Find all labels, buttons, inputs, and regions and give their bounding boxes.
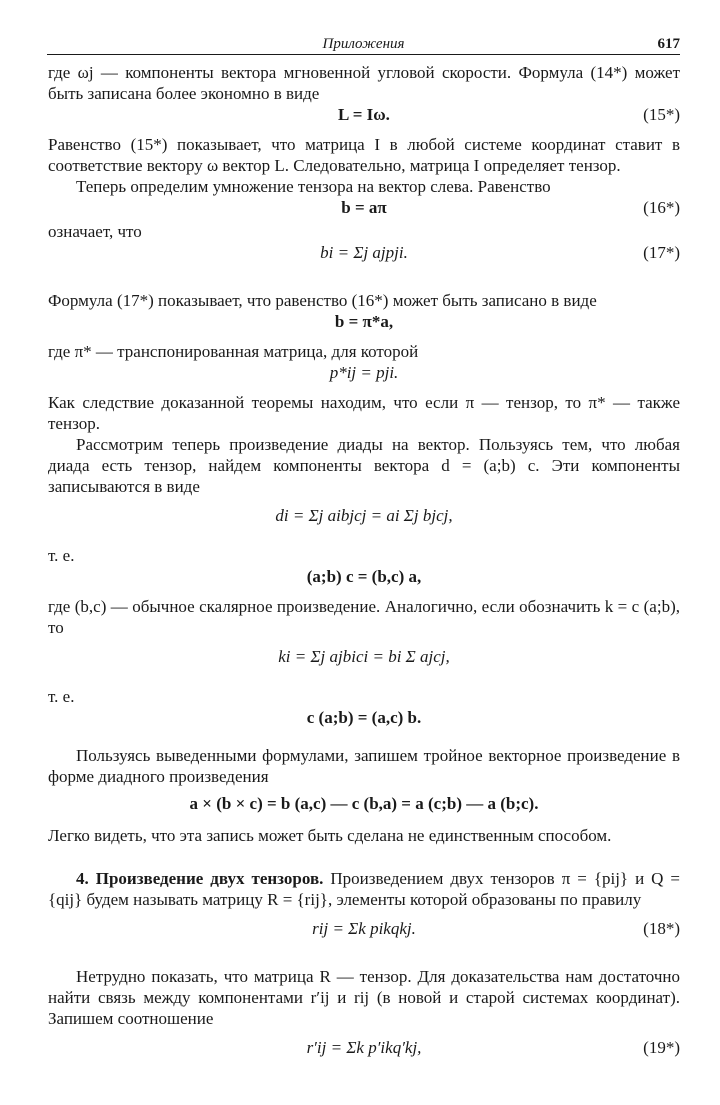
equation-number: (19*) — [643, 1038, 680, 1057]
equation-formula: a × (b × c) = b (a,c) — c (b,a) = a (c;b) — a (b;c). — [189, 794, 539, 813]
paragraph — [48, 868, 680, 910]
equation-formula: b = π*a, — [334, 312, 394, 331]
equation-number: (15*) — [643, 105, 680, 124]
paragraph: означает, что — [48, 222, 142, 241]
equation-formula: p*ij = pji. — [329, 363, 399, 382]
running-header — [47, 32, 680, 55]
paragraph: где π* — транспонированная матрица, для которой — [48, 342, 419, 361]
equation-formula: ki = Σj ajbici = bi Σ ajcj, — [278, 647, 450, 666]
paragraph: Нетрудно показать, что матрица R — тензор. Для доказательства нам достаточно найти связь между компонентами r′ij и rij (в новой и старой системах координат). Запишем соотношение — [48, 967, 680, 1028]
paragraph: Как следствие доказанной теоремы находим, что если π — тензор, то π* — также тензор. — [48, 393, 680, 433]
paragraph: где (b,c) — обычное скалярное произведение. Аналогично, если обозначить k = c (a;b), то — [48, 597, 680, 637]
equation-number: (18*) — [643, 919, 680, 938]
equation-15 — [48, 104, 680, 128]
equation-number: (16*) — [643, 198, 680, 217]
section-heading: 4. Произведение двух тензоров. — [76, 869, 324, 888]
paragraph: Пользуясь выведенными формулами, запишем тройное векторное произведение в форме диадного произведения — [48, 746, 680, 786]
paragraph: где ωj — компоненты вектора мгновенной угловой скорости. Формула (14*) может быть записана более экономно в виде — [48, 63, 680, 103]
running-header-title: Приложения — [322, 36, 405, 52]
equation-triple — [48, 793, 680, 817]
equation-b — [48, 311, 680, 335]
page-number: 617 — [657, 36, 680, 52]
equation-19 — [48, 1037, 680, 1077]
equation-formula: r′ij = Σk p′ikq′kj, — [306, 1038, 422, 1057]
paragraph: Теперь определим умножение тензора на вектор слева. Равенство — [76, 177, 551, 196]
equation-formula: (a;b) c = (b,c) a, — [306, 567, 422, 586]
equation-16 — [48, 197, 680, 221]
equation-k — [48, 646, 680, 686]
equation-18 — [48, 918, 680, 958]
equation-number: (17*) — [643, 243, 680, 262]
paragraph: т. е. — [48, 546, 75, 565]
equation-formula: di = Σj aibjcj = ai Σj bjcj, — [275, 506, 453, 525]
equation-formula: c (a;b) = (a,c) b. — [306, 708, 422, 727]
paragraph: Формула (17*) показывает, что равенство (16*) может быть записано в виде — [48, 291, 597, 310]
equation-formula: L = Iω. — [338, 105, 390, 124]
equation-formula: rij = Σk pikqkj. — [312, 919, 416, 938]
equation-dot — [48, 566, 680, 590]
paragraph-text: Произведением двух тензоров π = {pij} и Q = {qij} будем называть матрицу R = {rij}, элементы которой образованы по правилу — [48, 869, 681, 909]
paragraph: Рассмотрим теперь произведение диады на вектор. Пользуясь тем, что любая диада есть тензор, найдем компоненты вектора d = (a;b) c. Эти компоненты записываются в виде — [48, 435, 680, 496]
equation-d — [48, 505, 680, 545]
paragraph: Легко видеть, что эта запись может быть сделана не единственным способом. — [48, 826, 612, 845]
paragraph: т. е. — [48, 687, 75, 706]
page-body — [48, 62, 680, 1077]
equation-formula: b = aπ — [341, 198, 387, 217]
equation-c — [48, 707, 680, 731]
paragraph: Равенство (15*) показывает, что матрица I в любой системе координат ставит в соответствие вектору ω вектор L. Следовательно, матрица I определяет тензор. — [48, 135, 680, 175]
equation-p — [48, 362, 680, 386]
equation-17 — [48, 242, 680, 282]
equation-formula: bi = Σj ajpji. — [320, 243, 408, 262]
